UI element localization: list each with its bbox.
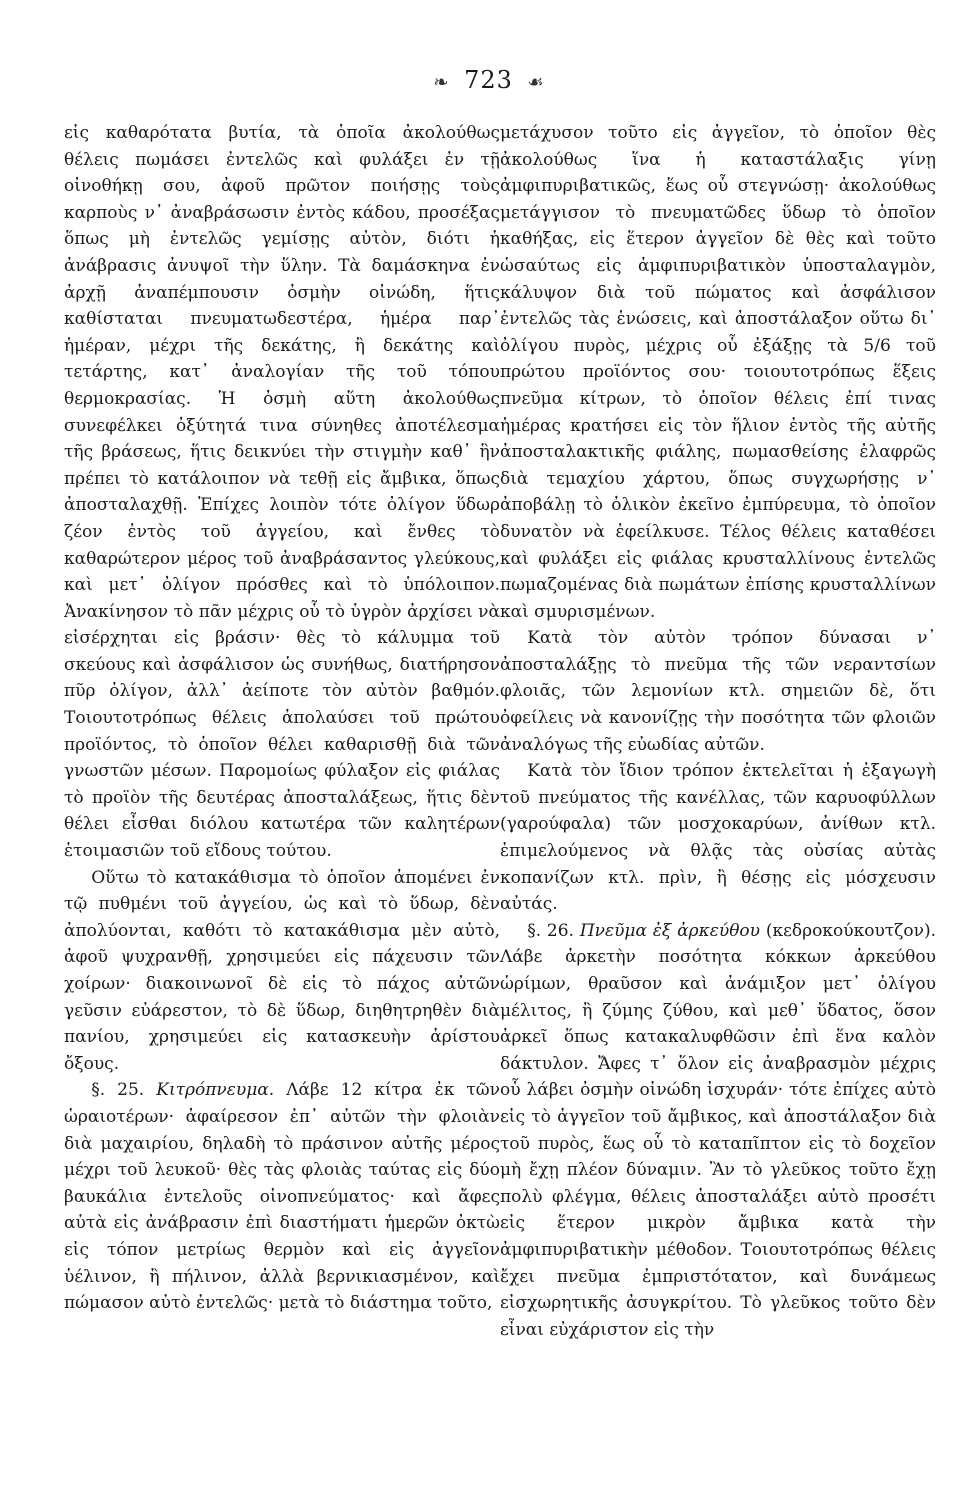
left-paragraph-1: εἰς καθαρότατα βυτία, τὰ ὁποῖα ἀκολούθως θέλεις πωμάσει ἐντελῶς καὶ φυλάξει ἐν τῇ οἰνοθήκῃ σου, ἀφοῦ πρῶτον ποιήσῃς τοὺς καρποὺς ν᾽ ἀναβράσωσιν ἐντὸς κάδου, προσέξας ὅπως μὴ ἐντελῶς γεμίσῃς αὐτὸν, διότι ἡ ἀνάβρασις ἀνυψοῖ τὴν ὕλην. Τὰ δαμάσκηνα ἐν ἀρχῇ ἀναπέμπουσιν ὀσμὴν οἰνώδη, ἥτις καθίσταται πνευματωδεστέρα, ἡμέρα παρ᾽ ἡμέραν, μέχρι τῆς δεκάτης, ἢ δεκάτης καὶ τετάρτης, κατ᾽ ἀναλογίαν τῆς τοῦ τόπου θερμοκρασίας. Ἡ ὀσμὴ αὕτη ἀκολούθως συνεφέλκει ὀξύτητά τινα σύνηθες ἀποτέλεσμα τῆς βράσεως, ἥτις δεικνύει τὴν στιγμὴν καθ᾽ ἣν πρέπει τὸ κατάλοιπον νὰ τεθῇ εἰς ἄμβικα, ὅπως ἀποσταλαχθῇ. Ἐπίχες λοιπὸν τότε ὀλίγον ὕδωρ ζέον ἐντὸς τοῦ ἀγγείου, καὶ ἔνθες τὸ καθαρώτερον μέρος τοῦ ἀναβράσαντος γλεύκους, καὶ μετ᾽ ὀλίγον πρόσθες καὶ τὸ ὑπόλοιπον. Ἀνακίνησον τὸ πᾶν μέχρις οὗ τὸ ὑγρὸν ἀρχίσει νὰ εἰσέρχηται εἰς βράσιν· θὲς τὸ κάλυμμα τοῦ σκεύους καὶ ἀσφάλισον ὡς συνήθως, διατήρησον πῦρ ὀλίγον, ἀλλ᾽ ἀείποτε τὸν αὐτὸν βαθμόν. Τοιουτοτρόπως θέλεις ἀπολαύσει τοῦ πρώτου προϊόντος, τὸ ὁποῖον θέλει καθαρισθῇ διὰ τῶν γνωστῶν μέσων. Παρομοίως φύλαξον εἰς φιάλας τὸ προϊὸν τῆς δευτέρας ἀποσταλάξεως, ἥτις δὲν θέλει εἶσθαι διόλου κατωτέρα τῶν καλητέρων ἑτοιμασιῶν τοῦ εἴδους τούτου. xyxy=(64,123,500,862)
section-26-title: Πνεῦμα ἐξ ἀρκεύθου xyxy=(579,920,761,941)
section-25-title: Κιτρόπνευμα. xyxy=(156,1080,275,1101)
page-header xyxy=(0,66,978,94)
right-paragraph-1: μετάχυσον τοῦτο εἰς ἀγγεῖον, τὸ ὁποῖον θὲς ἀκολούθως ἵνα ἡ καταστάλαξις γίνῃ ἀμφιπυριβατικῶς, ἕως οὗ στεγνώσῃ· ἀκολούθως μετάγγισον τὸ πνευματῶδες ὕδωρ τὸ ὁποῖον καθήξας, εἰς ἕτερον ἀγγεῖον δὲ θὲς καὶ τοῦτο ὡσαύτως εἰς ἀμφιπυριβατικὸν ὑποσταλαγμὸν, κάλυψον διὰ τοῦ πώματος καὶ ἀσφάλισον ἐντελῶς τὰς ἑνώσεις, καὶ ἀποστάλαξον οὕτω δι᾽ ὀλίγου πυρὸς, μέχρις οὗ ἐξάξῃς τὰ 5/6 τοῦ πρώτου προϊόντος σου· τοιουτοτρόπως ἕξεις πνεῦμα κίτρων, τὸ ὁποῖον θέλεις ἐπί τινας ἡμέρας κρατήσει εἰς τὸν ἥλιον ἐντὸς τῆς αὐτῆς ἀποσταλακτικῆς φιάλης, πωμασθείσης ἐλαφρῶς διὰ τεμαχίου χάρτου, ὅπως συγχωρήσῃς ν᾽ ἀποβάλῃ τὸ ὀλικὸν ἐκεῖνο ἐμπύρευμα, τὸ ὁποῖον δυνατὸν νὰ ἐφείλκυσε. Τέλος θέλεις καταθέσει καὶ φυλάξει εἰς φιάλας κρυσταλλίνους ἐντελῶς πωμαζομένας διὰ πωμάτων ἐπίσης κρυσταλλίνων καὶ σμυρισμένων. xyxy=(500,123,936,622)
ornament-left-icon: ❧ xyxy=(433,72,450,93)
section-25-text: Λάβε 12 κίτρα ἐκ τῶν ὡραιοτέρων· ἀφαίρεσον ἐπ᾽ αὐτῶν τὴν φλοιὰν διὰ μαχαιρίου, δηλαδὴ τὸ πράσινον αὐτῆς μέρος μέχρι τοῦ λευκοῦ· θὲς τὰς φλοιὰς ταύτας εἰς δύο βαυκάλια ἐντελοῦς οἰνοπνεύματος· καὶ ἄφες αὐτὰ εἰς ἀνάβρασιν ἐπὶ διαστήματι ἡμερῶν ὀκτὼ εἰς τόπον μετρίως θερμὸν καὶ εἰς ἀγγεῖον ὑέλινον, ἢ πήλινον, ἀλλὰ βερνικιασμένον, καὶ πώμασον αὐτὸ ἐντελῶς· μετὰ τὸ διάστημα τοῦτο, xyxy=(64,1080,500,1314)
section-26 xyxy=(500,918,936,1344)
ornament-right-icon: ☙ xyxy=(527,72,545,93)
page-number: 723 xyxy=(464,66,513,94)
left-column xyxy=(64,120,500,1317)
section-25-number: §. 25. xyxy=(91,1080,145,1101)
right-paragraph-2: Κατὰ τὸν αὐτὸν τρόπον δύνασαι ν᾽ ἀποσταλάξῃς τὸ πνεῦμα τῆς τῶν νεραντσίων φλοιᾶς, τῶν λεμονίων κτλ. σημειῶν δὲ, ὅτι ὀφείλεις νὰ κανονίζῃς τὴν ποσότητα τῶν φλοιῶν ἀναλόγως τῆς εὐωδίας αὐτῶν. xyxy=(500,628,936,755)
section-25 xyxy=(64,1077,500,1316)
left-paragraph-2: Οὕτω τὸ κατακάθισμα τὸ ὁποῖον ἀπομένει ἐν τῷ πυθμένι τοῦ ἀγγείου, ὡς καὶ τὸ ὕδωρ, δὲν ἀπολύονται, καθότι τὸ κατακάθισμα μὲν αὐτὸ, ἀφοῦ ψυχρανθῇ, χρησιμεύει εἰς πάχευσιν τῶν χοίρων· διακοινωνοῖ δὲ εἰς τὸ πάχος αὐτῶν γεῦσιν εὐάρεστον, τὸ δὲ ὕδωρ, διηθητρηθὲν διὰ πανίου, χρησιμεύει εἰς κατασκευὴν ἀρίστου ὄξους. xyxy=(64,867,500,1074)
right-column xyxy=(500,120,936,1343)
section-26-text: (κεδροκούκουτζον). Λάβε ἀρκετὴν ποσότητα κόκκων ἀρκεύθου ὡρίμων, θραῦσον καὶ ἀνάμιξον μετ᾽ ὀλίγου μέλιτος, ἢ ζύμης ζύθου, καὶ μεθ᾽ ὕδατος, ὅσον ἀρκεῖ ὅπως κατακαλυφθῶσιν ἐπὶ ἕνα καλὸν δάκτυλον. Ἄφες τ᾽ ὅλον εἰς ἀναβρασμὸν μέχρις οὗ λάβει ὀσμὴν οἰνώδη ἰσχυράν· τότε ἐπίχες αὐτὸ εἰς τὸ ἀγγεῖον τοῦ ἄμβικος, καὶ ἀποστάλαξον διὰ τοῦ πυρὸς, ἕως οὗ τὸ καταπῖπτον εἰς τὸ δοχεῖον μὴ ἔχῃ πλέον δύναμιν. Ἂν τὸ γλεῦκος τοῦτο ἔχῃ πολὺ φλέγμα, θέλεις ἀποσταλάξει αὐτὸ προσέτι εἰς ἕτερον μικρὸν ἄμβικα κατὰ τὴν ἀμφιπυριβατικὴν μέθοδον. Τοιουτοτρόπως θέλεις ἔχει πνεῦμα ἐμπριστότατον, καὶ δυνάμεως εἰσχωρητικῆς ἀσυγκρίτου. Τὸ γλεῦκος τοῦτο δὲν εἶναι εὐχάριστον εἰς τὴν xyxy=(500,920,937,1340)
section-26-number: §. 26. xyxy=(527,920,574,941)
right-paragraph-3: Κατὰ τὸν ἴδιον τρόπον ἐκτελεῖται ἡ ἐξαγωγὴ τοῦ πνεύματος τῆς κανέλλας, τῶν καρυοφύλλων (γαρούφαλα) τῶν μοσχοκαρύων, ἀνίθων κτλ. ἐπιμελούμενος νὰ θλᾷς τὰς οὐσίας αὐτὰς κοπανίζων κτλ. πρὶν, ἢ θέσῃς εἰς μόσχευσιν αὐτάς. xyxy=(500,761,936,915)
